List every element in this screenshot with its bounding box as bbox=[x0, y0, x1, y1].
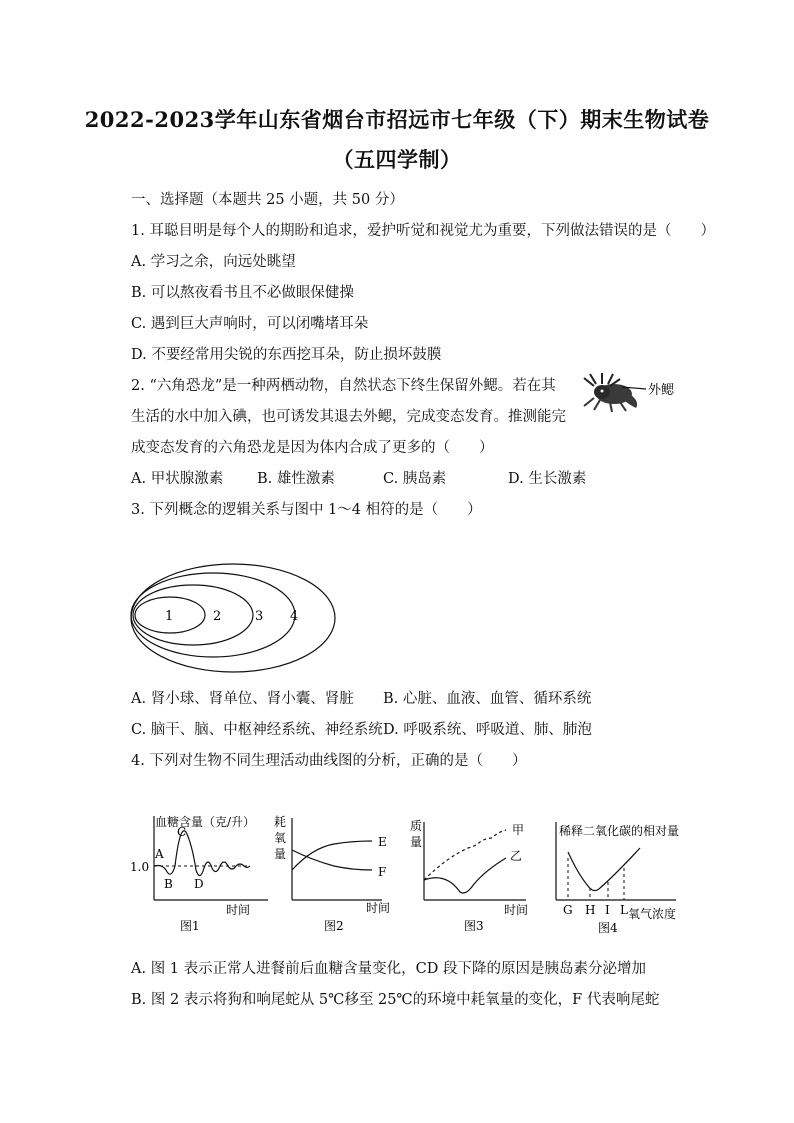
figure-3-mass bbox=[406, 808, 536, 936]
fig3-label-jia: 甲 bbox=[512, 823, 525, 837]
figure-4-co2 bbox=[548, 808, 704, 936]
q3-option-b: B. 心脏、血液、血管、循环系统 bbox=[383, 691, 592, 707]
gill-label: 外鳃 bbox=[648, 383, 675, 398]
fig4-curve bbox=[568, 848, 640, 891]
figure-2-oxygen-use bbox=[272, 808, 402, 936]
fig2-ylabel-1: 耗 bbox=[274, 815, 287, 829]
axolotl-icon bbox=[584, 373, 637, 412]
fig3-curve-jia bbox=[424, 830, 506, 880]
nested-ellipse-diagram bbox=[128, 560, 338, 676]
q2-option-b: B. 雄性激素 bbox=[257, 471, 335, 487]
fig1-caption: 图1 bbox=[180, 919, 200, 933]
diagram-label-2: 2 bbox=[213, 609, 222, 624]
fig3-ylabel-2: 量 bbox=[410, 835, 423, 849]
fig4-tick-i: I bbox=[605, 903, 610, 917]
fig2-label-f: F bbox=[378, 865, 387, 879]
axolotl-figure bbox=[580, 372, 692, 414]
ellipse-2 bbox=[133, 585, 253, 645]
q2-option-d: D. 生长激素 bbox=[508, 471, 587, 487]
exam-subtitle: （五四学制） bbox=[332, 147, 462, 172]
fig3-ylabel-1: 质 bbox=[410, 819, 423, 833]
q2-option-a: A. 甲状腺激素 bbox=[131, 471, 224, 487]
fig1-curve bbox=[154, 831, 250, 876]
fig4-tick-l: L bbox=[620, 903, 628, 917]
diagram-label-4: 4 bbox=[290, 609, 299, 624]
fig1-point-a: A bbox=[155, 847, 164, 861]
fig2-caption: 图2 bbox=[324, 919, 344, 933]
fig4-caption: 图4 bbox=[598, 921, 618, 935]
fig1-ytick: 1.0 bbox=[130, 860, 150, 874]
fig2-ylabel-2: 氧 bbox=[274, 831, 287, 845]
fig4-tick-g: G bbox=[563, 903, 573, 917]
fig1-point-b: B bbox=[164, 877, 173, 891]
q2-stem-line1: 2. “六角恐龙”是一种两栖动物，自然状态下终生保留外鳃。若在其 bbox=[131, 378, 556, 394]
q1-option-d: D. 不要经常用尖锐的东西挖耳朵，防止损坏鼓膜 bbox=[131, 347, 442, 363]
q3-option-c: C. 脑干、脑、中枢神经系统、神经系统 bbox=[131, 722, 383, 738]
fig2-ylabel-3: 量 bbox=[274, 847, 287, 861]
q1-option-b: B. 可以熬夜看书且不必做眼保健操 bbox=[131, 285, 354, 301]
fig3-label-yi: 乙 bbox=[510, 849, 523, 863]
q3-option-a: A. 肾小球、肾单位、肾小囊、肾脏 bbox=[131, 691, 354, 707]
fig3-caption: 图3 bbox=[464, 919, 484, 933]
q1-option-a: A. 学习之余，向远处眺望 bbox=[131, 254, 296, 270]
q3-option-d: D. 呼吸系统、呼吸道、肺、肺泡 bbox=[383, 722, 592, 738]
q1-stem: 1. 耳聪目明是每个人的期盼和追求，爱护听觉和视觉尤为重要，下列做法错误的是（ ） bbox=[131, 223, 715, 239]
fig4-ylabel: 稀释二氧化碳的相对量 bbox=[559, 824, 680, 838]
q3-stem: 3. 下列概念的逻辑关系与图中 1～4 相符的是（ ） bbox=[131, 502, 482, 518]
figure-1-blood-sugar bbox=[128, 808, 278, 936]
q2-stem-line2: 生活的水中加入碘，也可诱发其退去外鳃，完成变态发育。推测能完 bbox=[131, 409, 566, 425]
fig1-point-c: C bbox=[177, 825, 187, 839]
exam-title: 2022-2023学年山东省烟台市招远市七年级（下）期末生物试卷 bbox=[84, 107, 710, 132]
fig2-label-e: E bbox=[378, 835, 387, 849]
fig3-curve-yi bbox=[424, 858, 506, 893]
q2-option-c: C. 胰岛素 bbox=[383, 471, 447, 487]
q4-stem: 4. 下列对生物不同生理活动曲线图的分析，正确的是（ ） bbox=[131, 753, 527, 769]
q4-option-a: A. 图 1 表示正常人进餐前后血糖含量变化，CD 段下降的原因是胰岛素分泌增加 bbox=[131, 961, 646, 977]
diagram-label-1: 1 bbox=[165, 609, 174, 624]
fig4-tick-h: H bbox=[585, 903, 596, 917]
fig4-xlabel: 氧气浓度 bbox=[628, 907, 677, 921]
fig1-xlabel: 时间 bbox=[226, 903, 251, 917]
q4-option-b: B. 图 2 表示将狗和响尾蛇从 5℃移至 25℃的环境中耗氧量的变化，F 代表响尾蛇 bbox=[131, 992, 660, 1008]
fig1-ylabel: 血糖含量（克/升） bbox=[155, 815, 256, 829]
q2-stem-line3: 成变态发育的六角恐龙是因为体内合成了更多的（ ） bbox=[131, 440, 494, 456]
section-heading: 一、选择题（本题共 25 小题，共 50 分） bbox=[131, 192, 404, 208]
fig1-point-d: D bbox=[194, 877, 204, 891]
fig2-curve-f bbox=[292, 850, 372, 870]
fig2-xlabel: 时间 bbox=[366, 901, 391, 915]
diagram-label-3: 3 bbox=[255, 609, 264, 624]
fig3-xlabel: 时间 bbox=[504, 903, 529, 917]
q1-option-c: C. 遇到巨大声响时，可以闭嘴堵耳朵 bbox=[131, 316, 369, 332]
